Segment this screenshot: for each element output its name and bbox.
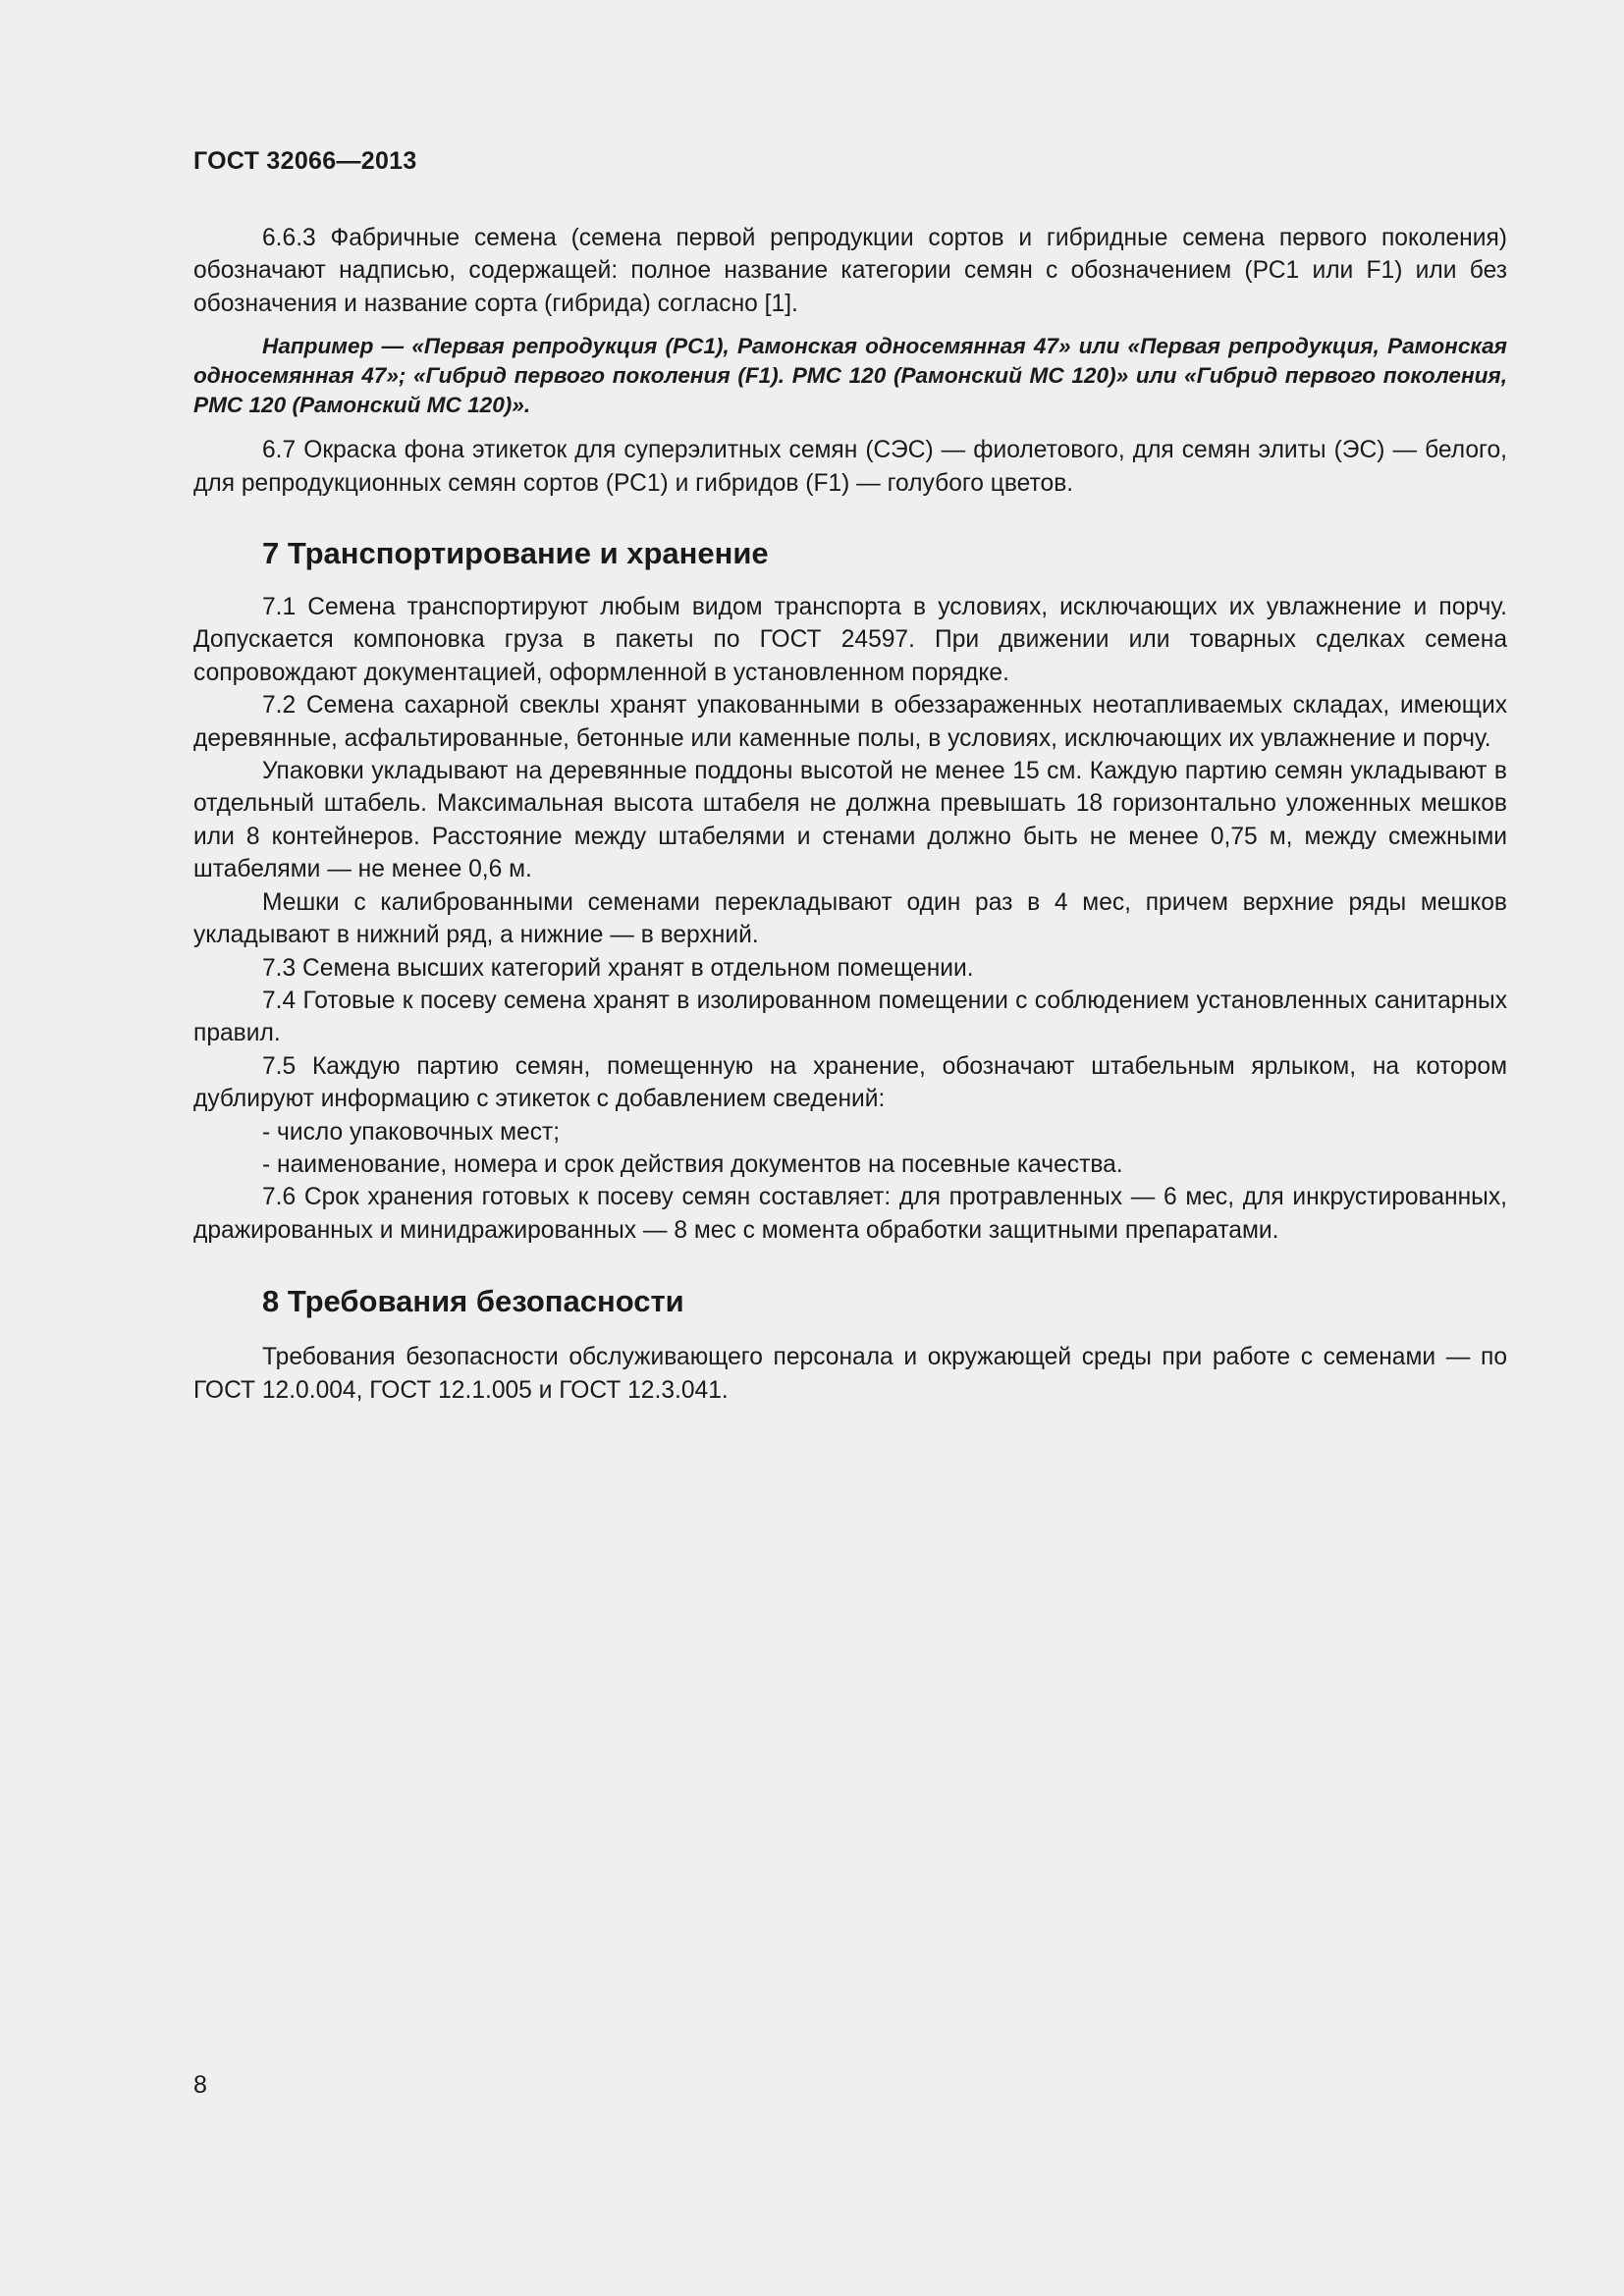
clause-6-6-3: 6.6.3 Фабричные семена (семена первой репродукции сортов и гибридные семена первого поколения) обозначают надписью, содержащей: полное название категории семян с обозначением (РС1 или F1) или без обозначения и название сорта (гибрида) согласно [1]. [193, 225, 1507, 317]
page-number: 8 [193, 2071, 207, 2099]
clause-7-1: 7.1 Семена транспортируют любым видом транспорта в условиях, исключающих их увлажнение и порчу. Допускается компоновка груза в пакеты по ГОСТ 24597. При движении или товарных сделках семена сопровождают документацией, оформленной в установленном порядке. [193, 594, 1507, 686]
clause-7-2-bags: Мешки с калиброванными семенами перекладывают один раз в 4 мес, причем верхние ряды мешков укладывают в нижний ряд, а нижние — в верхний. [193, 888, 1507, 949]
list-item: - число упаковочных мест; [262, 1118, 561, 1146]
page-header: ГОСТ 32066—2013 [193, 147, 417, 175]
list-item: - наименование, номера и срок действия документов на посевные качества. [262, 1150, 1123, 1178]
clause-7-6: 7.6 Срок хранения готовых к посеву семян составляет: для протравленных — 6 мес, для инкрустированных, дражированных и минидражированных — 8 мес с момента обработки защитными препаратами. [193, 1184, 1507, 1244]
example-note: Например — «Первая репродукция (РС1), Рамонская односемянная 47» или «Первая репродукция, Рамонская односемянная 47»; «Гибрид первого поколения (F1). РМС 120 (Рамонский МС 120)» или «Гибрид первого поколения, РМС 120 (Рамонский МС 120)». [193, 334, 1507, 418]
section-heading-7: 7 Транспортирование и хранение [262, 536, 769, 571]
page-body [193, 222, 1507, 1407]
section-heading-8: 8 Требования безопасности [262, 1284, 684, 1319]
clause-7-2: 7.2 Семена сахарной свеклы хранят упакованными в обеззараженных неотапливаемых складах, имеющих деревянные, асфальтированные, бетонные или каменные полы, в условиях, исключающих их увлажнение и порчу. [193, 692, 1507, 752]
clause-7-3: 7.3 Семена высших категорий хранят в отдельном помещении. [262, 954, 974, 982]
clause-7-2-packing: Упаковки укладывают на деревянные поддоны высотой не менее 15 см. Каждую партию семян укладывают в отдельный штабель. Максимальная высота штабеля не должна превышать 18 горизонтально уложенных мешков или 8 контейнеров. Расстояние между штабелями и стенами должно быть не менее 0,75 м, между смежными штабелями — не менее 0,6 м. [193, 758, 1507, 883]
clause-7-4: 7.4 Готовые к посеву семена хранят в изолированном помещении с соблюдением установленных санитарных правил. [193, 987, 1507, 1047]
clause-8: Требования безопасности обслуживающего персонала и окружающей среды при работе с семенами — по ГОСТ 12.0.004, ГОСТ 12.1.005 и ГОСТ 12.3.041. [193, 1344, 1507, 1404]
clause-6-7: 6.7 Окраска фона этикеток для суперэлитных семян (СЭС) — фиолетового, для семян элиты (ЭС) — белого, для репродукционных семян сортов (РС1) и гибридов (F1) — голубого цветов. [193, 437, 1507, 497]
clause-7-5: 7.5 Каждую партию семян, помещенную на хранение, обозначают штабельным ярлыком, на котором дублируют информацию с этикеток с добавлением сведений: [193, 1052, 1507, 1113]
